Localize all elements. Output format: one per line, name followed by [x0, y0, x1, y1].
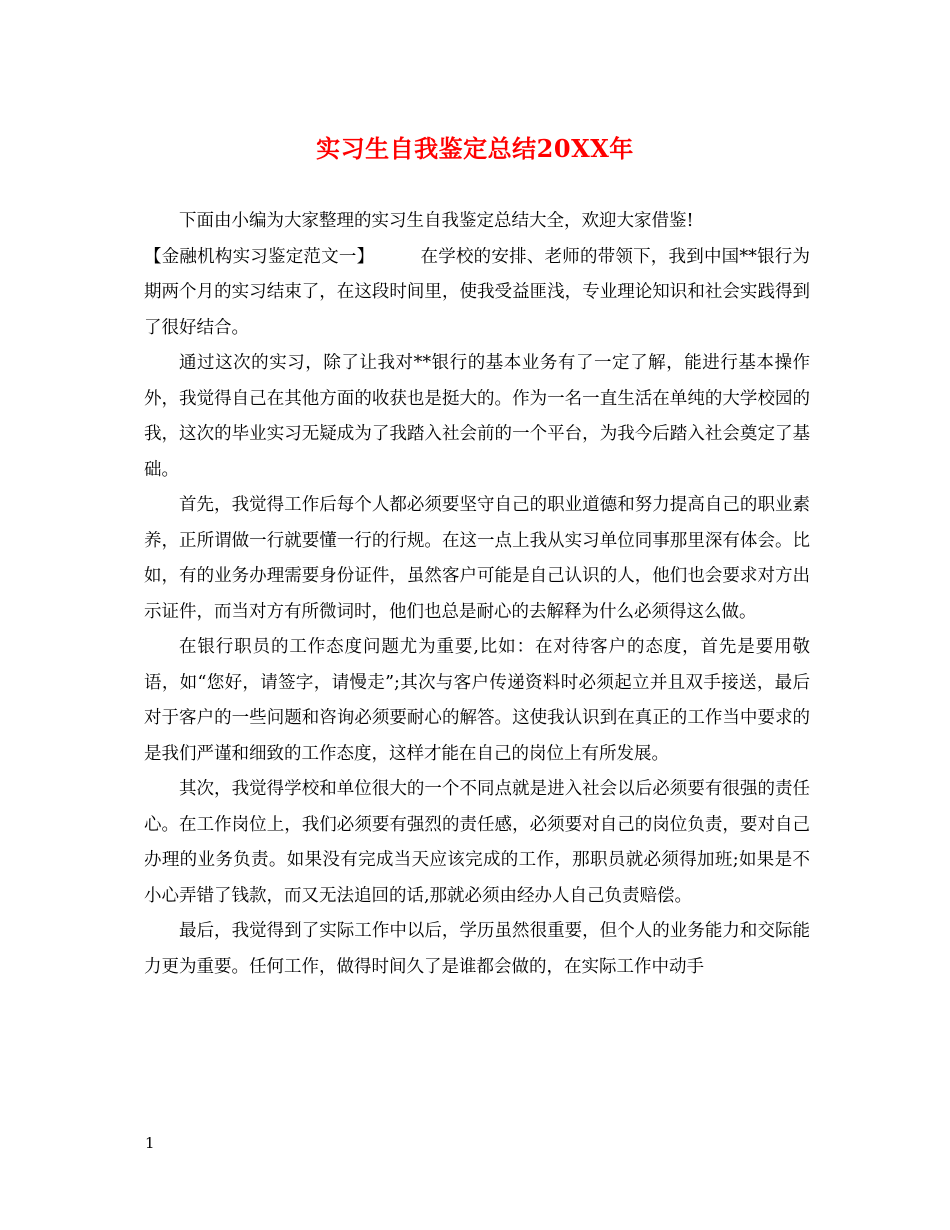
body-paragraph: 最后，我觉得到了实际工作中以后，学历虽然很重要，但个人的业务能力和交际能力更为重要。任何工作，做得时间久了是谁都会做的，在实际工作中动手	[144, 921, 810, 977]
body-paragraph: 在银行职员的工作态度问题尤为重要,比如：在对待客户的态度，首先是要用敬语，如“您好，请签字，请慢走”;其次与客户传递资料时必须起立并且双手接送，最后对于客户的一些问题和咨询必须要耐心的解答。这使我认识到在真正的工作当中要求的是我们严谨和细致的工作态度，这样才能在自己的岗位上有所发展。	[144, 637, 810, 764]
document-body	[144, 204, 810, 985]
section-heading: 【金融机构实习鉴定范文一】	[144, 246, 375, 267]
page-number: 1	[145, 1134, 155, 1152]
intro-paragraph: 下面由小编为大家整理的实习生自我鉴定总结大全，欢迎大家借鉴!	[179, 211, 694, 231]
section-first-text: 在学校的安排、老师的带领下，我到中国**银行为期两个月的实习结束了，在这段时间里，使我受益匪浅，专业理论知识和社会实践得到了很好结合。	[144, 246, 811, 338]
body-paragraph: 首先，我觉得工作后每个人都必须要坚守自己的职业道德和努力提高自己的职业素养，正所谓做一行就要懂一行的行规。在这一点上我从实习单位同事那里深有体会。比如，有的业务办理需要身份证件，虽然客户可能是自己认识的人，他们也会要求对方出示证件，而当对方有所微词时，他们也总是耐心的去解释为什么必须得这么做。	[144, 495, 810, 622]
document-title: 实习生自我鉴定总结20XX年	[316, 134, 634, 163]
section-first-paragraph	[144, 240, 810, 347]
body-paragraph: 其次，我觉得学校和单位很大的一个不同点就是进入社会以后必须要有很强的责任心。在工作岗位上，我们必须要有强烈的责任感，必须要对自己的岗位负责，要对自己办理的业务负责。如果没有完成当天应该完成的工作，那职员就必须得加班;如果是不小心弄错了钱款，而又无法追回的话,那就必须由经办人自己负责赔偿。	[144, 779, 810, 906]
body-paragraph: 通过这次的实习，除了让我对**银行的基本业务有了一定了解，能进行基本操作外，我觉得自己在其他方面的收获也是挺大的。作为一名一直生活在单纯的大学校园的我，这次的毕业实习无疑成为了我踏入社会前的一个平台，为我今后踏入社会奠定了基础。	[144, 353, 810, 480]
